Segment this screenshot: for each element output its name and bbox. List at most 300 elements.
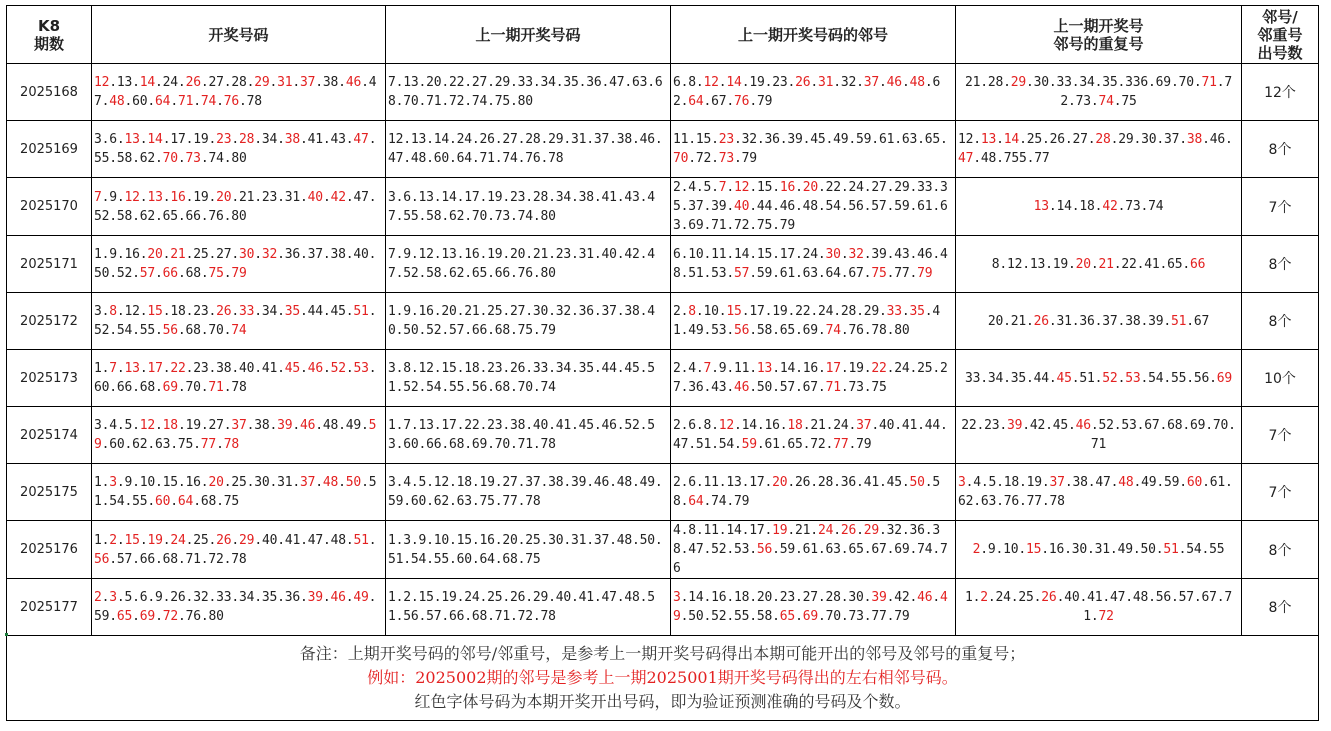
neighbor-numbers-text: .: [795, 180, 803, 195]
draw-numbers-hit: 57: [139, 266, 156, 281]
repeat-numbers-hit: 26: [1041, 590, 1057, 605]
repeat-numbers-cell: [956, 350, 1242, 407]
draw-numbers-hit: 3: [109, 590, 117, 605]
draw-numbers-text: .36.37.38.40.50.52.: [94, 247, 377, 281]
repeat-numbers-hit: 39: [1006, 418, 1023, 433]
draw-numbers-text: .: [322, 590, 331, 605]
draw-numbers-hit: 74: [231, 323, 247, 338]
neighbor-numbers-text: .58.65.69.: [749, 323, 826, 338]
draw-numbers-hit: 24: [170, 532, 186, 548]
neighbor-numbers-hit: 12: [703, 75, 719, 90]
table-body: [7, 64, 1319, 636]
draw-numbers-text: .9.10.15.16.: [116, 475, 209, 490]
draw-numbers-text: .: [155, 609, 163, 624]
draw-numbers-hit: 48: [109, 94, 125, 109]
prev-draw-numbers-text: 1.3.9.10.15.16.20.25.30.31.37.48.50.51.54.55.60.64.68.75: [388, 532, 663, 567]
draw-numbers-hit: 12: [139, 418, 156, 433]
draw-numbers-text: 1.: [94, 361, 110, 376]
neighbor-numbers-hit: 12: [734, 180, 750, 195]
draw-numbers-text: .23.38.40.41.: [185, 361, 285, 376]
neighbor-numbers-text: .19.23.: [741, 75, 796, 90]
neighbor-numbers-text: .79: [734, 151, 757, 166]
repeat-numbers-text: .42.45.: [1022, 418, 1076, 433]
repeat-numbers-text: 21.28.: [965, 75, 1011, 90]
draw-numbers-text: .44.45.: [300, 304, 354, 319]
draw-numbers-hit: 30: [238, 247, 255, 262]
repeat-numbers-hit: 69: [1216, 370, 1233, 386]
repeat-numbers-hit: 2: [972, 542, 981, 557]
table-row: [7, 121, 1319, 178]
draw-numbers-hit: 28: [238, 132, 255, 147]
draw-numbers-hit: 66: [162, 266, 178, 281]
draw-numbers-hit: 26: [216, 532, 232, 548]
table-row: [7, 464, 1319, 521]
neighbor-numbers-text: .32.36.38.47.52.53.: [673, 523, 941, 557]
neighbor-numbers-text: .10.: [695, 304, 727, 319]
draw-numbers-text: 1.: [94, 475, 110, 490]
neighbor-numbers-hit: 18: [787, 418, 803, 433]
draw-numbers-text: .: [193, 94, 201, 109]
neighbor-numbers-text: 6.10.11.14.15.17.24.: [673, 247, 826, 262]
draw-numbers-text: .51.54.55.: [94, 475, 377, 509]
prev-draw-numbers-text: 7.9.12.13.16.19.20.21.23.31.40.42.47.52.58.62.65.66.76.80: [388, 247, 655, 281]
draw-numbers-text: .: [162, 189, 171, 205]
header-draw: 开奖号码: [92, 6, 386, 64]
neighbor-numbers-hit: 46: [917, 590, 933, 605]
neighbor-numbers-hit: 70: [673, 151, 689, 166]
notes-cell: [7, 636, 1319, 721]
draw-numbers-text: .60.66.68.: [94, 361, 377, 395]
draw-numbers-text: .: [177, 151, 186, 166]
draw-numbers-text: .: [162, 361, 171, 376]
draw-numbers-cell: [92, 293, 386, 350]
repeat-numbers-text: .40.41.47.48.56.57.67.71.: [1056, 590, 1232, 624]
neighbor-numbers-text: .39.43.46.48.51.53.: [673, 247, 948, 281]
table-row: [7, 350, 1319, 407]
neighbor-numbers-hit: 46: [886, 75, 902, 90]
draw-numbers-cell: [92, 407, 386, 464]
neighbor-numbers-hit: 48: [909, 75, 925, 90]
repeat-numbers-text: 12.: [958, 132, 981, 147]
neighbor-numbers-hit: 37: [863, 75, 880, 90]
repeat-numbers-hit: 29: [1010, 75, 1027, 90]
draw-numbers-text: .41.43.: [300, 132, 354, 147]
draw-numbers-hit: 39: [307, 590, 323, 605]
neighbor-numbers-text: .: [932, 590, 940, 605]
repeat-numbers-cell: [956, 407, 1242, 464]
neighbor-numbers-hit: 14: [726, 75, 742, 90]
repeat-numbers-hit: 71: [1201, 75, 1217, 90]
draw-numbers-hit: 72: [162, 609, 178, 624]
repeat-numbers-hit: 45: [1056, 370, 1072, 386]
repeat-numbers-text: 22.23.: [961, 418, 1007, 433]
draw-numbers-hit: 38: [284, 132, 301, 147]
cell-corner-marker: [5, 633, 8, 636]
prev-draw-numbers-cell: [386, 236, 671, 293]
draw-numbers-text: .: [101, 590, 110, 605]
neighbor-numbers-hit: 59: [741, 437, 757, 452]
draw-numbers-hit: 51: [353, 532, 369, 548]
draw-numbers-hit: 7: [109, 361, 117, 376]
draw-numbers-text: .: [231, 532, 240, 548]
repeat-numbers-cell: [956, 579, 1242, 636]
repeat-numbers-text: .14.18.: [1048, 199, 1103, 214]
draw-numbers-hit: 14: [147, 132, 163, 147]
repeat-numbers-hit: 72: [1098, 609, 1114, 624]
neighbor-numbers-hit: 30: [825, 247, 841, 262]
repeat-numbers-hit: 52: [1102, 370, 1118, 386]
draw-numbers-text: .74.80: [200, 151, 247, 166]
draw-numbers-text: .: [345, 590, 354, 605]
neighbor-numbers-hit: 40: [734, 199, 750, 214]
repeat-numbers-hit: 51: [1163, 542, 1179, 557]
draw-numbers-hit: 70: [162, 151, 178, 166]
count-cell: 8个: [1242, 293, 1319, 350]
neighbor-numbers-hit: 71: [825, 380, 841, 395]
neighbor-numbers-hit: 79: [917, 266, 933, 281]
repeat-numbers-text: .73.74: [1117, 199, 1164, 214]
repeat-numbers-hit: 74: [1098, 94, 1114, 109]
draw-numbers-text: .: [162, 532, 171, 548]
draw-numbers-text: .: [223, 266, 232, 281]
draw-numbers-text: .: [216, 94, 224, 109]
draw-numbers-text: .55.58.62.: [94, 132, 377, 166]
prev-draw-numbers-cell: [386, 521, 671, 579]
notes-row: [7, 636, 1319, 721]
neighbor-numbers-text: .: [901, 75, 910, 90]
draw-numbers-text: .: [292, 75, 301, 90]
draw-numbers-text: .19.: [185, 189, 217, 205]
repeat-numbers-hit: 42: [1102, 199, 1118, 214]
draw-numbers-hit: 64: [155, 94, 171, 109]
neighbor-numbers-hit: 20: [802, 180, 818, 195]
repeat-numbers-hit: 2: [980, 590, 988, 605]
draw-numbers-hit: 3: [109, 475, 117, 490]
draw-numbers-text: .: [139, 361, 148, 376]
draw-numbers-hit: 19: [147, 532, 163, 548]
repeat-numbers-hit: 48: [1118, 475, 1134, 490]
draw-numbers-text: .: [155, 418, 163, 433]
repeat-numbers-text: .9.10.: [980, 542, 1027, 557]
draw-numbers-text: .68.70.: [177, 323, 232, 338]
draw-numbers-hit: 29: [254, 75, 270, 90]
draw-numbers-hit: 2: [109, 532, 117, 548]
repeat-numbers-text: .38.47.: [1064, 475, 1119, 490]
neighbor-numbers-hit: 57: [734, 266, 750, 281]
draw-numbers-text: .5.6.9.26.32.33.34.35.36.: [116, 590, 308, 605]
neighbor-numbers-text: .59.61.63.64.67.: [749, 266, 872, 281]
count-cell: 8个: [1242, 236, 1319, 293]
neighbor-numbers-cell: [671, 236, 956, 293]
neighbor-numbers-hit: 46: [734, 380, 750, 395]
repeat-numbers-text: 20.21.: [987, 313, 1034, 329]
prev-draw-numbers-text: 1.2.15.19.24.25.26.29.40.41.47.48.51.56.57.66.68.71.72.78: [388, 590, 655, 624]
draw-numbers-text: .: [139, 189, 148, 205]
neighbor-numbers-cell: [671, 121, 956, 178]
repeat-numbers-text: .48.755.77: [973, 151, 1050, 166]
draw-numbers-hit: 50: [345, 475, 362, 490]
neighbor-numbers-text: .32.: [833, 75, 864, 90]
draw-numbers-text: .: [231, 304, 239, 319]
draw-numbers-hit: 15: [147, 304, 163, 319]
neighbor-numbers-hit: 19: [772, 523, 788, 538]
neighbor-numbers-text: .9.11.: [711, 361, 757, 376]
prev-draw-numbers-cell: [386, 121, 671, 178]
draw-numbers-text: .76.80: [177, 609, 224, 624]
count-cell: 7个: [1242, 178, 1319, 236]
neighbor-numbers-cell: [671, 293, 956, 350]
repeat-numbers-text: .16.30.31.49.50.: [1041, 542, 1164, 557]
neighbor-numbers-text: .74.79: [703, 494, 750, 509]
draw-numbers-text: .: [216, 437, 224, 452]
neighbor-numbers-cell: [671, 407, 956, 464]
draw-numbers-text: .12.: [116, 304, 148, 319]
draw-numbers-hit: 46: [345, 75, 362, 90]
draw-numbers-text: .: [292, 418, 301, 433]
neighbor-numbers-text: .: [879, 75, 887, 90]
draw-numbers-hit: 76: [223, 94, 240, 109]
prev-draw-numbers-text: 3.4.5.12.18.19.27.37.38.39.46.48.49.59.60.62.63.75.77.78: [388, 475, 663, 509]
neighbor-numbers-text: .79: [848, 437, 872, 452]
repeat-numbers-cell: [956, 464, 1242, 521]
draw-numbers-cell: [92, 579, 386, 636]
draw-numbers-text: .25.: [185, 532, 217, 548]
draw-numbers-hit: 22: [170, 361, 186, 376]
draw-numbers-text: .47.: [94, 75, 377, 109]
draw-numbers-hit: 37: [299, 475, 316, 490]
neighbor-numbers-text: .58.: [673, 475, 940, 509]
prev-draw-numbers-text: 3.6.13.14.17.19.23.28.34.38.41.43.47.55.58.62.70.73.74.80: [388, 189, 655, 224]
draw-numbers-text: .68.75: [193, 494, 239, 509]
neighbor-numbers-text: .21.24.: [802, 418, 857, 433]
repeat-numbers-hit: 21: [1098, 256, 1114, 272]
header-prev-neighbors: 上一期开奖号码的邻号: [671, 6, 956, 64]
repeat-numbers-text: .49.59.: [1133, 475, 1187, 490]
draw-numbers-text: .17.19.: [162, 132, 217, 147]
draw-numbers-text: .52.54.55.: [94, 304, 377, 338]
repeat-numbers-hit: 15: [1026, 542, 1042, 557]
repeat-numbers-hit: 3: [958, 475, 966, 490]
count-cell: 7个: [1242, 464, 1319, 521]
neighbor-numbers-text: 2.4.: [673, 361, 704, 376]
draw-numbers-hit: 33: [238, 304, 255, 319]
repeat-numbers-text: .67: [1186, 313, 1210, 329]
draw-numbers-text: .70.: [177, 380, 209, 395]
neighbor-numbers-text: .: [795, 609, 803, 624]
neighbor-numbers-hit: 16: [779, 180, 796, 195]
neighbor-numbers-hit: 3: [673, 590, 681, 605]
repeat-numbers-hit: 53: [1125, 370, 1141, 386]
draw-numbers-text: .59.: [94, 590, 377, 624]
neighbor-numbers-text: .77.: [886, 266, 918, 281]
neighbor-numbers-text: .14.16.: [734, 418, 788, 433]
draw-numbers-text: 1.: [94, 532, 110, 548]
draw-numbers-text: .: [162, 247, 171, 262]
neighbor-numbers-text: .50.52.55.58.: [680, 609, 780, 624]
draw-numbers-hit: 69: [139, 609, 156, 624]
draw-numbers-text: .: [269, 75, 278, 90]
repeat-numbers-text: .72.73.: [1060, 75, 1232, 109]
neighbor-numbers-text: .: [901, 304, 910, 319]
repeat-numbers-text: .29.30.37.: [1110, 132, 1187, 147]
neighbor-numbers-text: .40.41.44.47.51.54.: [673, 418, 948, 452]
draw-numbers-hit: 49: [353, 590, 369, 605]
draw-numbers-text: .38.: [315, 75, 346, 90]
neighbor-numbers-hit: 35: [909, 304, 925, 319]
table-row: [7, 579, 1319, 636]
neighbor-numbers-text: .61.65.72.: [756, 437, 834, 452]
neighbor-numbers-text: 11.15.: [673, 132, 719, 147]
table-row: [7, 293, 1319, 350]
header-prev-neighbor-repeats: 上一期开奖号 邻号的重复号: [956, 6, 1242, 64]
draw-numbers-hit: 69: [162, 380, 178, 395]
draw-numbers-text: .: [139, 532, 148, 548]
draw-numbers-hit: 59: [94, 418, 377, 452]
neighbor-numbers-text: .: [856, 523, 864, 538]
neighbor-numbers-cell: [671, 350, 956, 407]
neighbor-numbers-text: 2.: [673, 304, 689, 319]
note-line-1: 备注：上期开奖号码的邻号/邻重号，是参考上一期开奖号码得出本期可能开出的邻号及邻号的重复号；: [299, 644, 1026, 663]
draw-numbers-hit: 48: [322, 475, 339, 490]
draw-numbers-hit: 35: [284, 304, 301, 319]
period-cell: 2025176: [7, 521, 92, 579]
draw-numbers-hit: 13: [124, 361, 140, 376]
neighbor-numbers-hit: 17: [825, 361, 841, 376]
neighbor-numbers-hit: 29: [863, 523, 880, 538]
neighbor-numbers-hit: 31: [817, 75, 834, 90]
neighbor-numbers-hit: 8: [688, 304, 696, 319]
count-cell: 7个: [1242, 407, 1319, 464]
repeat-numbers-cell: [956, 521, 1242, 579]
draw-numbers-text: .47.52.58.62.65.66.76.80: [94, 189, 377, 224]
draw-numbers-hit: 46: [330, 590, 346, 605]
neighbor-numbers-hit: 50: [909, 475, 925, 490]
repeat-numbers-hit: 37: [1049, 475, 1065, 490]
repeat-numbers-text: 33.34.35.44.: [964, 370, 1057, 386]
draw-numbers-text: .78: [239, 94, 262, 109]
neighbor-numbers-text: .: [718, 75, 727, 90]
repeat-numbers-text: .54.55: [1178, 542, 1225, 557]
draw-numbers-hit: 37: [300, 75, 316, 90]
draw-numbers-hit: 13: [147, 189, 163, 205]
repeat-numbers-hit: 13: [980, 132, 997, 147]
draw-numbers-text: .27.28.: [200, 75, 255, 90]
draw-numbers-text: .21.23.31.: [231, 189, 308, 205]
neighbor-numbers-text: .59.61.63.65.67.69.74.76: [673, 542, 948, 576]
prev-draw-numbers-text: 1.9.16.20.21.25.27.30.32.36.37.38.40.50.52.57.66.68.75.79: [388, 304, 655, 338]
neighbor-numbers-hit: 77: [833, 437, 849, 452]
neighbor-numbers-hit: 22: [871, 361, 887, 376]
draw-numbers-hit: 7: [94, 189, 102, 205]
prev-draw-numbers-text: 3.8.12.15.18.23.26.33.34.35.44.45.51.52.54.55.56.68.70.74: [388, 361, 655, 395]
repeat-numbers-cell: [956, 178, 1242, 236]
neighbor-numbers-text: .: [810, 75, 818, 90]
neighbor-numbers-text: .42.: [886, 590, 918, 605]
repeat-numbers-text: .54.55.56.: [1140, 370, 1217, 386]
draw-numbers-hit: 52: [330, 361, 346, 376]
prev-draw-numbers-cell: [386, 178, 671, 236]
period-cell: 2025169: [7, 121, 92, 178]
draw-numbers-text: .9.: [101, 189, 125, 205]
repeat-numbers-text: .24.25.: [987, 590, 1042, 605]
draw-numbers-text: .: [345, 361, 354, 376]
repeat-numbers-text: 8.12.13.19.: [991, 256, 1076, 272]
neighbor-numbers-text: .17.19.22.24.28.29.: [741, 304, 887, 319]
draw-numbers-text: .: [300, 361, 308, 376]
repeat-numbers-text: .75: [1113, 94, 1137, 109]
neighbor-numbers-hit: 24: [817, 523, 834, 538]
neighbor-numbers-text: .70.73.77.79: [817, 609, 910, 624]
draw-numbers-cell: [92, 350, 386, 407]
draw-numbers-text: .38.: [246, 418, 278, 433]
draw-numbers-text: .40.41.47.48.: [254, 532, 354, 548]
draw-numbers-hit: 47: [353, 132, 369, 147]
prev-draw-numbers-cell: [386, 350, 671, 407]
draw-numbers-text: 1.9.16.: [94, 247, 148, 262]
prev-draw-numbers-cell: [386, 464, 671, 521]
draw-numbers-hit: 16: [170, 189, 186, 205]
draw-numbers-text: .57.66.68.71.72.78: [109, 551, 247, 567]
neighbor-numbers-cell: [671, 521, 956, 579]
draw-numbers-text: .34.: [254, 132, 285, 147]
period-cell: 2025170: [7, 178, 92, 236]
draw-numbers-text: .19.27.: [177, 418, 232, 433]
repeat-numbers-text: .46.: [1202, 132, 1233, 147]
repeat-numbers-hit: 13: [1033, 199, 1049, 214]
prev-draw-numbers-text: 7.13.20.22.27.29.33.34.35.36.47.63.68.70.71.72.74.75.80: [388, 75, 663, 109]
draw-numbers-hit: 79: [231, 266, 247, 281]
repeat-numbers-text: .: [996, 132, 1004, 147]
repeat-numbers-hit: 20: [1075, 256, 1091, 272]
repeat-numbers-hit: 38: [1186, 132, 1203, 147]
neighbor-numbers-text: .50.57.67.: [749, 380, 826, 395]
neighbor-numbers-text: .19.: [840, 361, 872, 376]
neighbor-numbers-text: .79: [749, 94, 773, 109]
draw-numbers-hit: 20: [147, 247, 163, 262]
repeat-numbers-text: 1.: [965, 590, 981, 605]
draw-numbers-hit: 45: [284, 361, 301, 376]
neighbor-numbers-text: .21.: [787, 523, 818, 538]
neighbor-numbers-text: .62.: [673, 75, 941, 109]
prev-draw-numbers-cell: [386, 407, 671, 464]
draw-numbers-hit: 74: [200, 94, 217, 109]
repeat-numbers-text: .25.26.27.: [1019, 132, 1096, 147]
draw-numbers-hit: 65: [116, 609, 133, 624]
period-cell: 2025177: [7, 579, 92, 636]
neighbor-numbers-text: .22.24.27.29.33.35.37.39.: [673, 180, 948, 214]
draw-numbers-hit: 15: [124, 532, 140, 548]
draw-numbers-text: .: [170, 94, 178, 109]
draw-numbers-text: .: [132, 609, 140, 624]
draw-numbers-cell: [92, 521, 386, 579]
repeat-numbers-text: .: [1090, 256, 1099, 272]
draw-numbers-text: .: [322, 189, 331, 205]
draw-numbers-text: .: [155, 266, 163, 281]
draw-numbers-hit: 78: [223, 437, 239, 452]
prev-draw-numbers-text: 1.7.13.17.22.23.38.40.41.45.46.52.53.60.66.68.69.70.71.78: [388, 418, 655, 452]
neighbor-numbers-hit: 12: [718, 418, 735, 433]
neighbor-numbers-hit: 37: [856, 418, 872, 433]
draw-numbers-hit: 20: [216, 189, 232, 205]
neighbor-numbers-hit: 65: [779, 609, 796, 624]
period-cell: 2025175: [7, 464, 92, 521]
neighbor-numbers-hit: 15: [726, 304, 742, 319]
draw-numbers-hit: 12: [124, 189, 140, 205]
draw-numbers-hit: 56: [162, 323, 178, 338]
draw-numbers-hit: 77: [200, 437, 217, 452]
draw-numbers-hit: 32: [261, 247, 278, 262]
repeat-numbers-hit: 14: [1003, 132, 1020, 147]
